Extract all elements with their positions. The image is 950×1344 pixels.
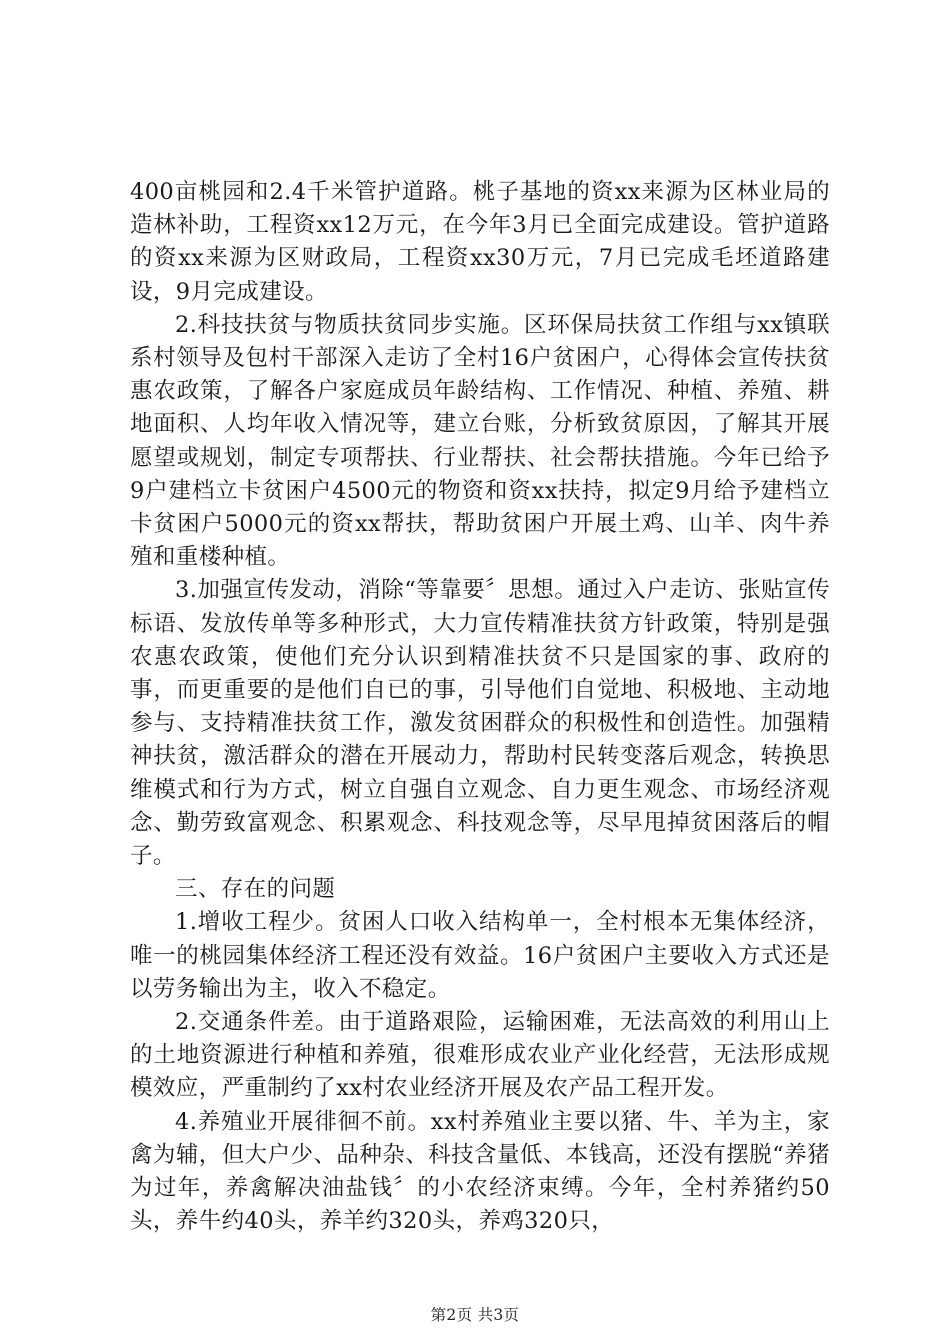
document-body [130,176,830,1239]
paragraph-continuation: 400亩桃园和2.4千米管护道路。桃子基地的资xx来源为区林业局的造林补助，工程资xx12万元，在今年3月已全面完成建设。管护道路的资xx来源为区财政局，工程资xx30万元，7月已完成毛坯道路建设，9月完成建设。 [130,179,830,305]
page-footer: 第2页 共3页 [430,1306,520,1324]
paragraph-tech-poverty-relief: 2.科技扶贫与物质扶贫同步实施。区环保局扶贫工作组与xx镇联系村领导及包村干部深入走访了全村16户贫困户，心得体会宣传扶贫惠农政策，了解各户家庭成员年龄结构、工作情况、种植、养殖、耕地面积、人均年收入情况等，建立台账，分析致贫原因，了解其开展愿望或规划，制定专项帮扶、行业帮扶、社会帮扶措施。今年已给予9户建档立卡贫困户4500元的物资和资xx扶持，拟定9月给予建档立卡贫困户5000元的资xx帮扶，帮助贫困户开展土鸡、山羊、肉牛养殖和重楼种植。 [130,311,830,571]
section-heading-problems: 三、存在的问题 [175,876,336,903]
paragraph-transport: 2.交通条件差。由于道路艰险，运输困难，无法高效的利用山上的土地资源进行种植和养殖，很难形成农业产业化经营，无法形成规模效应，严重制约了xx村农业经济开展及农产品工程开发。 [130,1009,830,1102]
paragraph-publicity: 3.加强宣传发动，消除“等靠要〞思想。通过入户走访、张贴宣传标语、发放传单等多种形式，大力宣传精准扶贫方针政策，特别是强农惠农政策，使他们充分认识到精准扶贫不只是国家的事、政府的事，而更重要的是他们自已的事，引导他们自觉地、积极地、主动地参与、支持精准扶贫工作，激发贫困群众的积极性和创造性。加强精神扶贫，激活群众的潜在开展动力，帮助村民转变落后观念，转换思维模式和行为方式，树立自强自立观念、自力更生观念、市场经济观念、勤劳致富观念、积累观念、科技观念等，尽早甩掉贫困落后的帽子。 [130,577,830,870]
paragraph-income-projects: 1.增收工程少。贫困人口收入结构单一，全村根本无集体经济，唯一的桃园集体经济工程还没有效益。16户贫困户主要收入方式还是以劳务输出为主，收入不稳定。 [130,909,830,1002]
paragraph-breeding: 4.养殖业开展徘徊不前。xx村养殖业主要以猪、牛、羊为主，家禽为辅，但大户少、品种杂、科技含量低、本钱高，还没有摆脱“养猪为过年，养禽解决油盐钱〞的小农经济束缚。今年，全村养猪约50头，养牛约40头，养羊约320头，养鸡320只， [130,1108,830,1235]
